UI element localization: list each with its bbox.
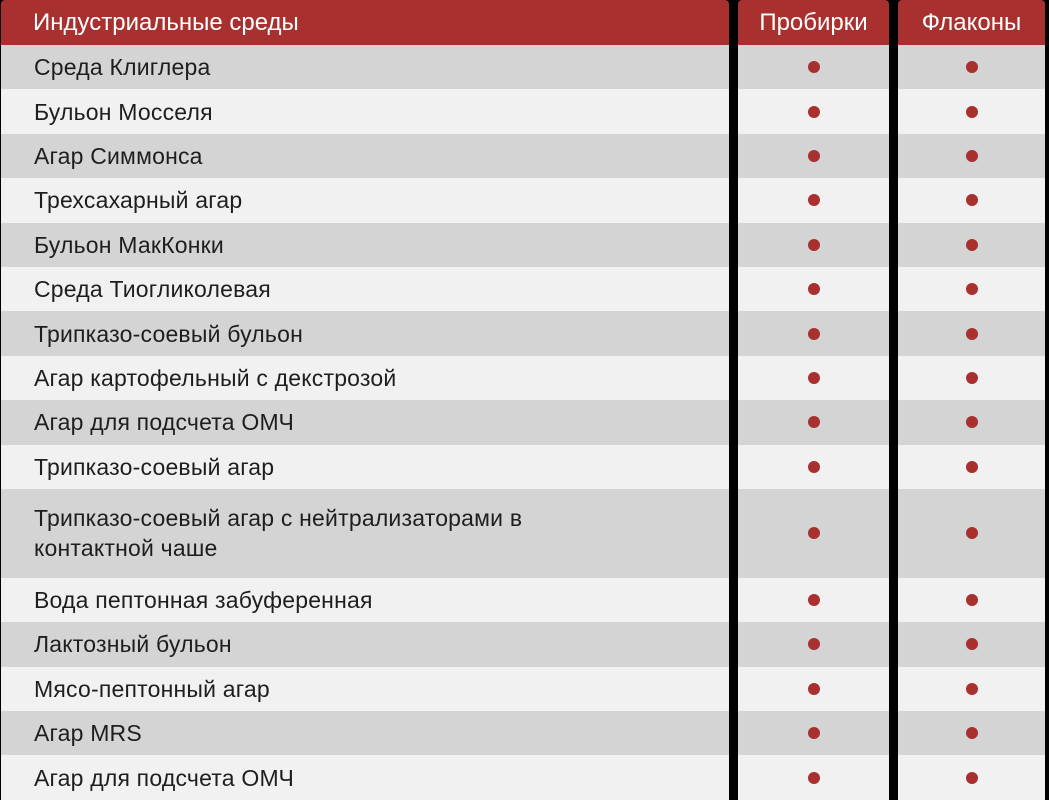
vials-cell <box>898 622 1045 666</box>
media-name-cell <box>1 311 729 355</box>
vials-cell <box>898 445 1045 489</box>
media-name-header: Индустриальные среды <box>1 0 729 45</box>
vials-cell <box>898 267 1045 311</box>
media-name-text: Лактозный бульон <box>34 631 232 658</box>
vials-rows <box>898 45 1045 800</box>
available-dot-icon <box>808 416 820 428</box>
media-name-text: Трехсахарный агар <box>34 187 243 214</box>
tubes-rows <box>738 45 889 800</box>
media-name-text: Трипказо-соевый бульон <box>34 320 303 347</box>
available-dot-icon <box>808 194 820 206</box>
available-dot-icon <box>808 594 820 606</box>
media-name-text: Агар MRS <box>34 720 142 747</box>
media-name-text: Трипказо-соевый агар с нейтрализаторами в контактной чаше <box>34 505 523 562</box>
tubes-cell <box>738 178 889 222</box>
tubes-cell <box>738 45 889 89</box>
media-name-cell <box>1 45 729 89</box>
media-name-text: Агар для подсчета ОМЧ <box>34 764 295 791</box>
available-dot-icon <box>966 239 978 251</box>
media-name-cell <box>1 445 729 489</box>
media-name-cell <box>1 178 729 222</box>
available-dot-icon <box>966 727 978 739</box>
available-dot-icon <box>808 772 820 784</box>
media-name-cell <box>1 400 729 444</box>
vials-cell <box>898 356 1045 400</box>
available-dot-icon <box>966 416 978 428</box>
tubes-cell <box>738 489 889 578</box>
media-name-cell <box>1 622 729 666</box>
available-dot-icon <box>808 283 820 295</box>
vials-column <box>898 0 1045 800</box>
vials-cell <box>898 667 1045 711</box>
tubes-cell <box>738 667 889 711</box>
tubes-cell <box>738 311 889 355</box>
vials-cell <box>898 489 1045 578</box>
media-name-text: Агар картофельный с декстрозой <box>34 364 397 391</box>
available-dot-icon <box>966 527 978 539</box>
media-name-cell <box>1 578 729 622</box>
media-name-cell <box>1 356 729 400</box>
tubes-cell <box>738 89 889 133</box>
media-name-text: Вода пептонная забуференная <box>34 587 373 614</box>
available-dot-icon <box>966 594 978 606</box>
tubes-cell <box>738 578 889 622</box>
media-name-cell <box>1 89 729 133</box>
media-name-cell <box>1 755 729 799</box>
available-dot-icon <box>808 150 820 162</box>
vials-cell <box>898 223 1045 267</box>
vials-cell <box>898 711 1045 755</box>
tubes-cell <box>738 622 889 666</box>
available-dot-icon <box>966 683 978 695</box>
tubes-cell <box>738 400 889 444</box>
media-name-cell <box>1 711 729 755</box>
tubes-cell <box>738 223 889 267</box>
tubes-cell <box>738 267 889 311</box>
available-dot-icon <box>966 328 978 340</box>
available-dot-icon <box>966 150 978 162</box>
vials-cell <box>898 755 1045 799</box>
tubes-cell <box>738 134 889 178</box>
media-name-text: Бульон Мосселя <box>34 98 213 125</box>
media-name-cell <box>1 267 729 311</box>
media-name-text: Бульон МакКонки <box>34 231 224 258</box>
available-dot-icon <box>808 727 820 739</box>
media-name-cell <box>1 134 729 178</box>
media-name-text: Среда Клиглера <box>34 54 211 81</box>
available-dot-icon <box>966 372 978 384</box>
available-dot-icon <box>808 461 820 473</box>
available-dot-icon <box>808 638 820 650</box>
media-name-text: Среда Тиогликолевая <box>34 276 271 303</box>
available-dot-icon <box>966 194 978 206</box>
media-name-text: Агар для подсчета ОМЧ <box>34 409 295 436</box>
media-name-text: Мясо-пептонный агар <box>34 675 270 702</box>
tubes-column <box>738 0 889 800</box>
vials-cell <box>898 311 1045 355</box>
tubes-cell <box>738 755 889 799</box>
vials-cell <box>898 134 1045 178</box>
available-dot-icon <box>808 372 820 384</box>
vials-cell <box>898 578 1045 622</box>
available-dot-icon <box>966 638 978 650</box>
media-name-rows <box>1 45 729 800</box>
vials-cell <box>898 89 1045 133</box>
media-name-text: Агар Симмонса <box>34 142 203 169</box>
vials-cell <box>898 400 1045 444</box>
vials-cell <box>898 178 1045 222</box>
tubes-cell <box>738 445 889 489</box>
media-name-column <box>1 0 729 800</box>
media-name-cell <box>1 667 729 711</box>
available-dot-icon <box>808 527 820 539</box>
media-name-cell <box>1 489 729 578</box>
available-dot-icon <box>808 106 820 118</box>
tubes-cell <box>738 711 889 755</box>
available-dot-icon <box>966 772 978 784</box>
available-dot-icon <box>966 461 978 473</box>
media-name-text: Трипказо-соевый агар <box>34 453 275 480</box>
available-dot-icon <box>966 61 978 73</box>
available-dot-icon <box>808 683 820 695</box>
vials-header: Флаконы <box>898 0 1045 45</box>
media-name-cell <box>1 223 729 267</box>
available-dot-icon <box>808 61 820 73</box>
available-dot-icon <box>808 328 820 340</box>
vials-cell <box>898 45 1045 89</box>
available-dot-icon <box>808 239 820 251</box>
available-dot-icon <box>966 283 978 295</box>
available-dot-icon <box>966 106 978 118</box>
tubes-cell <box>738 356 889 400</box>
tubes-header: Пробирки <box>738 0 889 45</box>
